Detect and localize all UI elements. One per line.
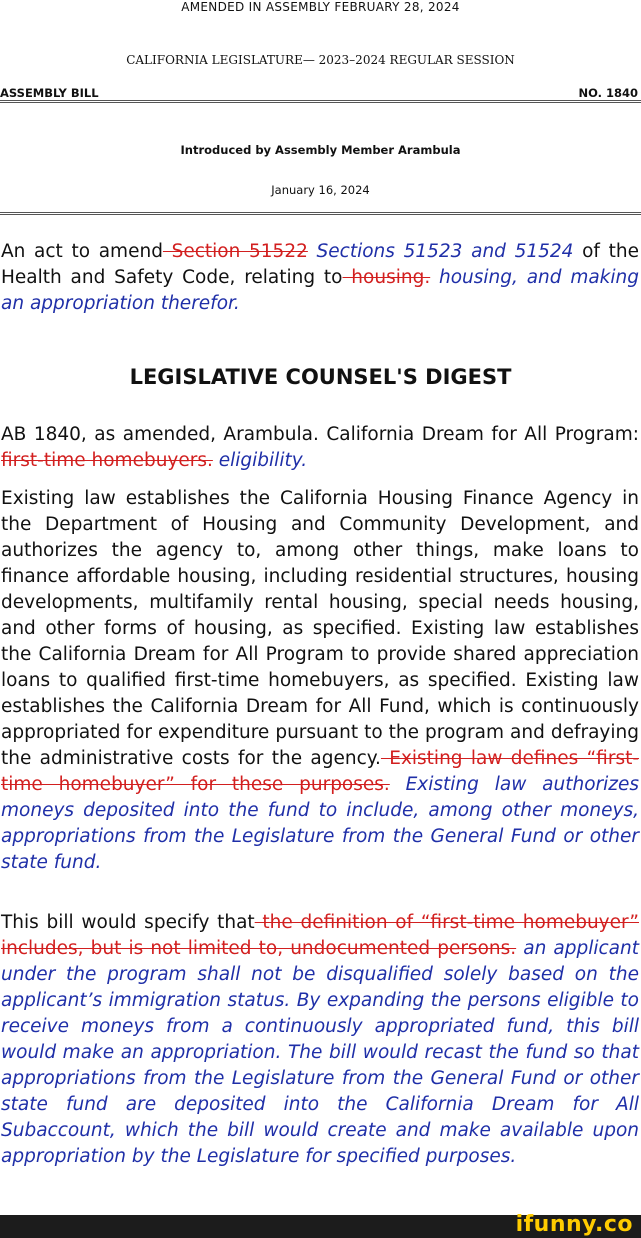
act-deleted-1: Section 51522 [162, 241, 308, 262]
digest-p1-text: AB 1840, as amended, Arambula. California Dream for All Program: [1, 424, 639, 445]
digest-paragraph-3 [1, 910, 639, 1170]
introduced-date: January 16, 2024 [271, 183, 370, 197]
amendment-note: AMENDED IN ASSEMBLY FEBRUARY 28, 2024 [181, 0, 460, 14]
act-inserted-2: housing, and making an appropriation therefor. [1, 267, 639, 314]
introduced-by: Introduced by Assembly Member Arambula [180, 143, 461, 157]
ifunny-watermark-logo: ifunny.co [515, 1212, 633, 1237]
digest-paragraph-1 [1, 422, 639, 474]
header-rule-top [0, 100, 641, 103]
digest-p3-inserted: an applicant under the program shall not be disqualified solely based on the applicant’s immigration status. By expanding the persons eligible to receive moneys from a continuously appropriated fund, this bill would make an appropriation. The bill would recast the fund so that appropriations from the Legislature from the General Fund or other state fund are deposited into the California Dream for All Subaccount, which the bill would create and make available upon appropriation by the Legislature for specified purposes. [1, 938, 639, 1167]
digest-p1-inserted: eligibility. [212, 450, 308, 471]
digest-p2-text: Existing law establishes the California Housing Finance Agency in the Department of Housing and Community Development, and authorizes the agency to, among other things, make loans to finance affordable housing, including residential structures, housing developments, multifamily rental housing, special needs housing, and other forms of housing, as specified. Existing law establishes the California Dream for All Program to provide shared appreciation loans to qualified first-time homebuyers, as specified. Existing law establishes the California Dream for All Fund, which is continuously appropriated for expenditure pursuant to the program and defraying the administrative costs for the agency. [1, 488, 639, 769]
digest-p3-text: This bill would specify that [1, 912, 255, 933]
digest-p3-deleted: the definition of “first-time homebuyer” includes, but is not limited to, undocumented persons. [1, 912, 639, 959]
bill-label: ASSEMBLY BILL [0, 86, 99, 100]
act-text-2: of the Health and Safety Code, relating to [1, 241, 639, 288]
digest-paragraph-2 [1, 486, 639, 876]
digest-title: LEGISLATIVE COUNSEL'S DIGEST [129, 365, 512, 389]
digest-p1-deleted: first-time homebuyers. [1, 450, 213, 471]
session-title: CALIFORNIA LEGISLATURE— 2023–2024 REGULAR SESSION [126, 53, 515, 67]
act-inserted-1: Sections 51523 and 51524 [307, 241, 574, 262]
digest-p2-deleted: Existing law defines “first-time homebuyer” for these purposes. [1, 748, 640, 795]
header-rule-bottom [0, 212, 641, 215]
act-title [1, 239, 639, 317]
digest-p2-inserted: Existing law authorizes moneys deposited into the fund to include, among other moneys, appropriations from the Legislature from the General Fund or other state fund. [1, 774, 639, 873]
act-text-1: An act to amend [1, 241, 163, 262]
bill-number: NO. 1840 [578, 86, 638, 100]
act-deleted-2: housing. [342, 267, 431, 288]
